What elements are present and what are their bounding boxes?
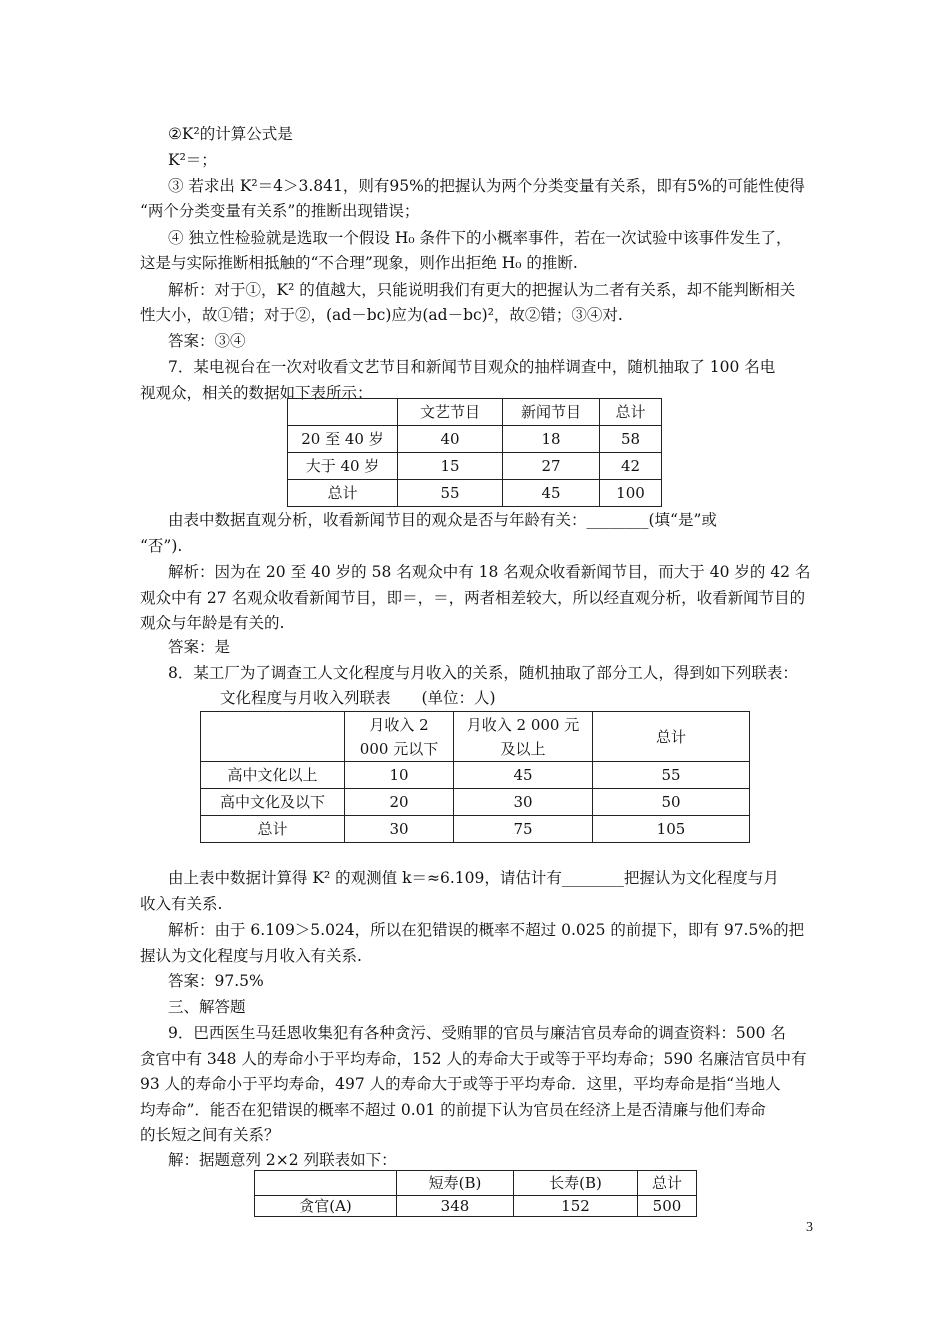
table-caption: 文化程度与月收入列联表 (单位：人) xyxy=(220,689,496,707)
page-number: 3 xyxy=(806,1220,813,1235)
text-line: 性大小，故①错；对于②，(ad－bc)应为(ad－bc)²，故②错；③④对. xyxy=(140,306,623,324)
table-cell: 总计 xyxy=(288,480,398,507)
table-cell: 高中文化以上 xyxy=(201,762,345,789)
table-cell: 20 至 40 岁 xyxy=(288,426,398,453)
table-row xyxy=(288,426,662,453)
table-cell: 总计 xyxy=(201,816,345,843)
text-line: 由上表中数据计算得 K² 的观测值 k＝≈6.109，请估计有________把握认为文化程度与月 xyxy=(168,869,779,887)
text-line: 均寿命”．能否在犯错误的概率不超过 0.01 的前提下认为官员在经济上是否清廉与他们寿命 xyxy=(140,1101,766,1119)
question-8: 8．某工厂为了调查工人文化程度与月收入的关系，随机抽取了部分工人，得到如下列联表： xyxy=(168,664,798,682)
table-cell xyxy=(255,1171,397,1196)
text-line: 的长短之间有关系？ xyxy=(140,1126,280,1144)
table-cell: 高中文化及以下 xyxy=(201,789,345,816)
table-header-row xyxy=(255,1171,697,1196)
text-line: 视观众，相关的数据如下表所示： xyxy=(140,384,373,402)
table-q8 xyxy=(200,711,750,843)
question-9: 9．巴西医生马廷恩收集犯有各种贪污、受贿罪的官员与廉洁官员寿命的调查资料：500 名 xyxy=(168,1024,786,1042)
table-row xyxy=(288,480,662,507)
table-cell: 500 xyxy=(638,1196,697,1217)
table-cell: 30 xyxy=(345,816,454,843)
table-cell xyxy=(201,712,345,762)
table-cell: 55 xyxy=(398,480,503,507)
table-q7 xyxy=(287,398,662,507)
table-row xyxy=(201,789,750,816)
answer-line: 答案：是 xyxy=(168,638,231,656)
table-cell: 总计 xyxy=(600,399,662,426)
text-line: 解：据题意列 2×2 列联表如下： xyxy=(168,1151,397,1169)
text-line: ③ 若求出 K²＝4＞3.841，则有95%的把握认为两个分类变量有关系，即有5%的可能性使得 xyxy=(168,177,805,195)
text-line: K²＝； xyxy=(168,151,217,169)
table-cell: 18 xyxy=(503,426,600,453)
table-cell: 42 xyxy=(600,453,662,480)
text-line: 93 人的寿命小于平均寿命，497 人的寿命大于或等于平均寿命．这里，平均寿命是指“当地人 xyxy=(140,1075,781,1093)
table-cell: 105 xyxy=(593,816,750,843)
text-line: ④ 独立性检验就是选取一个假设 H₀ 条件下的小概率事件，若在一次试验中该事件发生了， xyxy=(168,229,792,247)
text-line: 收入有关系. xyxy=(140,895,223,913)
text-line: 贪官中有 348 人的寿命小于平均寿命，152 人的寿命大于或等于平均寿命；590 名廉洁官员中有 xyxy=(140,1050,807,1068)
answer-line: 答案：③④ xyxy=(168,332,246,350)
table-cell: 文艺节目 xyxy=(398,399,503,426)
text-line: 观众中有 27 名观众收看新闻节目，即＝，＝，两者相差较大，所以经直观分析，收看新闻节目的 xyxy=(140,589,806,607)
table-cell xyxy=(288,399,398,426)
table-cell: 45 xyxy=(503,480,600,507)
table-cell: 30 xyxy=(454,789,593,816)
table-cell: 月收入 2 000 元 及以上 xyxy=(454,712,593,762)
table-cell: 短寿(B) xyxy=(397,1171,514,1196)
table-cell: 27 xyxy=(503,453,600,480)
text-line: ②K²的计算公式是 xyxy=(168,125,293,143)
table-header-row xyxy=(288,399,662,426)
table-header-row xyxy=(201,712,750,762)
table-cell: 100 xyxy=(600,480,662,507)
table-cell: 长寿(B) xyxy=(514,1171,638,1196)
table-cell: 大于 40 岁 xyxy=(288,453,398,480)
table-cell: 58 xyxy=(600,426,662,453)
table-cell: 75 xyxy=(454,816,593,843)
text-line: 解析：对于①，K² 的值越大，只能说明我们有更大的把握认为二者有关系，却不能判断相关 xyxy=(168,281,796,299)
question-7: 7．某电视台在一次对收看文艺节目和新闻节目观众的抽样调查中，随机抽取了 100 名电 xyxy=(168,358,776,376)
table-row xyxy=(201,816,750,843)
table-cell: 15 xyxy=(398,453,503,480)
table-cell: 348 xyxy=(397,1196,514,1217)
table-cell: 20 xyxy=(345,789,454,816)
text-line: 观众与年龄是有关的. xyxy=(140,614,285,632)
text-line: “两个分类变量有关系”的推断出现错误； xyxy=(140,202,420,220)
table-cell: 45 xyxy=(454,762,593,789)
table-cell: 55 xyxy=(593,762,750,789)
text-line: 解析：因为在 20 至 40 岁的 58 名观众中有 18 名观众收看新闻节目，而大于 40 岁的 42 名 xyxy=(168,563,811,581)
table-cell: 贪官(A) xyxy=(255,1196,397,1217)
answer-line: 答案：97.5% xyxy=(168,972,264,990)
table-cell: 月收入 2 000 元以下 xyxy=(345,712,454,762)
table-cell: 总计 xyxy=(593,712,750,762)
text-line: “否”). xyxy=(140,537,183,555)
text-line: 握认为文化程度与月收入有关系. xyxy=(140,947,362,965)
table-cell: 新闻节目 xyxy=(503,399,600,426)
table-row xyxy=(201,762,750,789)
table-row xyxy=(288,453,662,480)
table-cell: 总计 xyxy=(638,1171,697,1196)
table-q9 xyxy=(254,1170,697,1217)
text-line: 这是与实际推断相抵触的“不合理”现象，则作出拒绝 H₀ 的推断. xyxy=(140,254,578,272)
table-cell: 10 xyxy=(345,762,454,789)
text-line: 由表中数据直观分析，收看新闻节目的观众是否与年龄有关：________(填“是”或 xyxy=(168,511,717,529)
table-cell: 152 xyxy=(514,1196,638,1217)
text-line: 解析：由于 6.109＞5.024，所以在犯错误的概率不超过 0.025 的前提下，即有 97.5%的把 xyxy=(168,921,805,939)
table-row xyxy=(255,1196,697,1217)
table-cell: 40 xyxy=(398,426,503,453)
table-cell: 50 xyxy=(593,789,750,816)
section-heading: 三、解答题 xyxy=(168,998,246,1016)
